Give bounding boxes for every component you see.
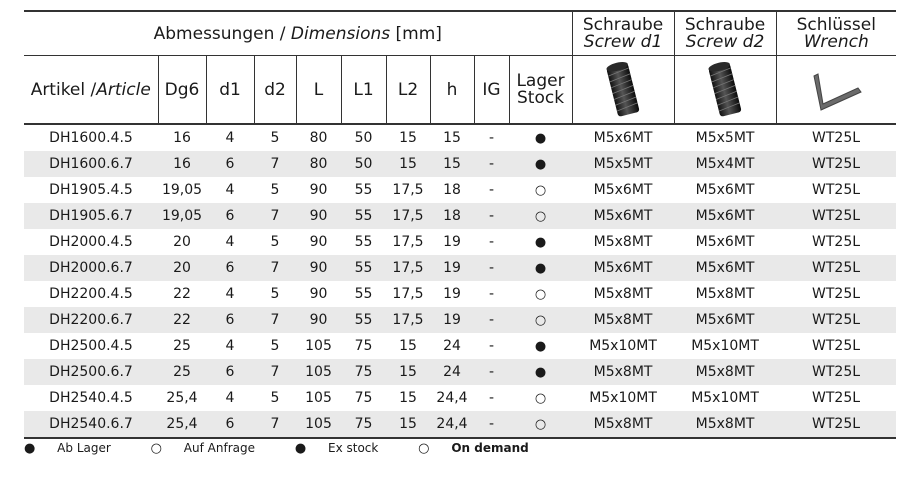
table-row	[24, 229, 896, 255]
legend-auf-anfrage: ○ Auf Anfrage	[150, 441, 255, 456]
cell-article: DH2540.6.7	[24, 411, 158, 438]
cell-d2: 5	[270, 286, 280, 302]
cell-l: 90	[309, 286, 328, 302]
cell-dg6: 22	[158, 307, 206, 333]
cell-l2: 17,5	[392, 182, 424, 198]
cell-l2: 17,5	[392, 234, 424, 250]
cell-article: DH2500.6.7	[24, 359, 158, 385]
cell-dg6: 25	[173, 338, 191, 354]
cell-ig: -	[474, 255, 509, 281]
table-row	[24, 281, 896, 307]
cell-screw-d2: M5x8MT	[674, 359, 776, 385]
cell-l: 90	[309, 234, 328, 250]
cell-l: 80	[309, 130, 328, 146]
dimensions-header: Abmessungen / Dimensions [mm]	[24, 11, 572, 56]
cell-screw-d1: M5x6MT	[593, 130, 653, 146]
cell-dg6: 16	[173, 130, 191, 146]
cell-l2: 15	[386, 411, 430, 438]
cell-d1: 4	[225, 286, 235, 302]
cell-ig: -	[488, 130, 495, 146]
cell-wrench: WT25L	[812, 130, 861, 146]
col-h-header: h	[430, 56, 474, 125]
cell-dg6: 25,4	[166, 390, 198, 406]
spec-table-body	[24, 124, 896, 438]
cell-dg6: 25	[158, 359, 206, 385]
cell-d2: 7	[254, 203, 296, 229]
cell-h: 24,4	[436, 390, 468, 406]
cell-d1: 4	[225, 182, 235, 198]
wrench-image	[776, 56, 896, 125]
cell-screw-d1: M5x6MT	[572, 255, 674, 281]
cell-screw-d1: M5x8MT	[572, 359, 674, 385]
table-row	[24, 385, 896, 411]
cell-article: DH1600.4.5	[49, 130, 133, 146]
cell-wrench: WT25L	[776, 255, 896, 281]
cell-d1: 4	[225, 130, 235, 146]
cell-l2: 17,5	[386, 255, 430, 281]
cell-h: 24	[430, 359, 474, 385]
cell-stock: ●	[509, 151, 572, 177]
cell-l2: 17,5	[386, 307, 430, 333]
spec-table	[24, 10, 896, 439]
screw-d2-header: Schraube Screw d2	[674, 11, 776, 56]
cell-stock: ●	[534, 338, 547, 354]
cell-d1: 6	[206, 411, 254, 438]
cell-l: 90	[296, 255, 341, 281]
cell-stock: ●	[509, 255, 572, 281]
cell-wrench: WT25L	[776, 307, 896, 333]
cell-h: 15	[430, 151, 474, 177]
col-ig-header: IG	[474, 56, 509, 125]
cell-h: 18	[443, 182, 461, 198]
cell-wrench: WT25L	[812, 390, 861, 406]
cell-stock: ○	[534, 182, 547, 198]
cell-d2: 5	[270, 234, 280, 250]
set-screw-icon	[707, 59, 743, 121]
cell-screw-d2: M5x6MT	[674, 203, 776, 229]
cell-l1: 75	[354, 390, 373, 406]
cell-h: 19	[443, 234, 461, 250]
cell-screw-d1: M5x8MT	[593, 286, 653, 302]
cell-l2: 17,5	[392, 286, 424, 302]
table-row	[24, 359, 896, 385]
cell-dg6: 22	[173, 286, 191, 302]
cell-stock: ○	[534, 390, 547, 406]
cell-l: 105	[296, 359, 341, 385]
cell-d1: 4	[225, 234, 235, 250]
cell-l: 90	[296, 307, 341, 333]
cell-screw-d2: M5x8MT	[674, 411, 776, 438]
cell-d1: 4	[225, 390, 235, 406]
cell-screw-d2: M5x6MT	[674, 307, 776, 333]
legend-ex-stock: ● Ex stock	[294, 441, 379, 456]
cell-stock: ○	[509, 203, 572, 229]
cell-l: 90	[296, 203, 341, 229]
hex-key-icon	[806, 68, 866, 112]
header-row-columns	[24, 56, 896, 125]
cell-ig: -	[474, 359, 509, 385]
cell-d1: 6	[206, 255, 254, 281]
cell-ig: -	[474, 411, 509, 438]
cell-l1: 75	[341, 411, 386, 438]
legend-on-demand: ○ On demand	[418, 441, 529, 456]
cell-d1: 6	[206, 151, 254, 177]
cell-dg6: 20	[158, 255, 206, 281]
spec-table-container	[24, 10, 896, 439]
cell-l1: 50	[354, 130, 373, 146]
cell-h: 24,4	[430, 411, 474, 438]
cell-wrench: WT25L	[812, 182, 861, 198]
cell-wrench: WT25L	[776, 359, 896, 385]
cell-wrench: WT25L	[812, 234, 861, 250]
cell-screw-d2: M5x10MT	[691, 390, 759, 406]
cell-d2: 5	[270, 130, 280, 146]
cell-h: 24	[443, 338, 461, 354]
table-row	[24, 124, 896, 151]
cell-dg6: 19,05	[158, 203, 206, 229]
cell-l1: 75	[341, 359, 386, 385]
cell-article: DH2200.4.5	[49, 286, 133, 302]
table-row	[24, 255, 896, 281]
cell-article: DH1905.4.5	[49, 182, 133, 198]
cell-article: DH1905.6.7	[24, 203, 158, 229]
cell-stock: ●	[509, 359, 572, 385]
cell-screw-d2: M5x5MT	[695, 130, 755, 146]
cell-article: DH2000.4.5	[49, 234, 133, 250]
table-row	[24, 411, 896, 438]
cell-ig: -	[474, 307, 509, 333]
col-l1-header: L1	[341, 56, 386, 125]
cell-article: DH1600.6.7	[24, 151, 158, 177]
cell-screw-d1: M5x10MT	[589, 338, 657, 354]
cell-h: 19	[430, 255, 474, 281]
cell-l: 105	[305, 338, 332, 354]
screw-d1-header: Schraube Screw d1	[572, 11, 674, 56]
cell-l1: 55	[354, 286, 373, 302]
cell-stock: ○	[509, 307, 572, 333]
cell-screw-d2: M5x8MT	[695, 286, 755, 302]
legend-ab-lager: ● Ab Lager	[24, 441, 111, 456]
set-screw-icon	[605, 59, 641, 121]
screw-d2-image	[674, 56, 776, 125]
col-d2-header: d2	[254, 56, 296, 125]
table-row	[24, 151, 896, 177]
cell-h: 19	[430, 307, 474, 333]
cell-d2: 7	[254, 151, 296, 177]
cell-screw-d2: M5x6MT	[674, 255, 776, 281]
cell-dg6: 16	[158, 151, 206, 177]
cell-d2: 5	[270, 338, 280, 354]
cell-h: 19	[443, 286, 461, 302]
col-l2-header: L2	[386, 56, 430, 125]
cell-l2: 15	[399, 338, 417, 354]
cell-screw-d2: M5x6MT	[695, 182, 755, 198]
cell-l1: 55	[341, 255, 386, 281]
cell-stock: ●	[534, 234, 547, 250]
cell-l2: 15	[399, 390, 417, 406]
cell-ig: -	[488, 390, 495, 406]
header-row-top	[24, 11, 896, 56]
cell-d2: 7	[254, 255, 296, 281]
cell-l: 90	[309, 182, 328, 198]
col-dg6-header: Dg6	[158, 56, 206, 125]
cell-l2: 17,5	[386, 203, 430, 229]
cell-ig: -	[488, 182, 495, 198]
col-l-header: L	[296, 56, 341, 125]
cell-l1: 75	[354, 338, 373, 354]
cell-l: 105	[305, 390, 332, 406]
cell-dg6: 20	[173, 234, 191, 250]
cell-d2: 7	[254, 411, 296, 438]
cell-d2: 5	[270, 182, 280, 198]
cell-d1: 6	[206, 359, 254, 385]
cell-l2: 15	[399, 130, 417, 146]
cell-screw-d1: M5x6MT	[572, 203, 674, 229]
cell-l1: 55	[354, 182, 373, 198]
cell-screw-d1: M5x5MT	[572, 151, 674, 177]
cell-wrench: WT25L	[812, 286, 861, 302]
cell-screw-d1: M5x6MT	[593, 182, 653, 198]
table-row	[24, 333, 896, 359]
cell-ig: -	[488, 338, 495, 354]
legend	[24, 441, 565, 456]
wrench-header: Schlüssel Wrench	[776, 11, 896, 56]
cell-stock: ○	[534, 286, 547, 302]
cell-d1: 6	[206, 203, 254, 229]
cell-wrench: WT25L	[776, 151, 896, 177]
cell-article: DH2500.4.5	[49, 338, 133, 354]
cell-dg6: 19,05	[161, 182, 203, 198]
cell-l2: 15	[386, 151, 430, 177]
cell-screw-d1: M5x8MT	[572, 307, 674, 333]
cell-ig: -	[474, 151, 509, 177]
cell-l1: 55	[341, 307, 386, 333]
cell-wrench: WT25L	[776, 411, 896, 438]
cell-h: 18	[430, 203, 474, 229]
cell-d2: 7	[254, 307, 296, 333]
cell-d2: 5	[270, 390, 280, 406]
cell-article: DH2540.4.5	[49, 390, 133, 406]
cell-l1: 55	[354, 234, 373, 250]
table-row	[24, 203, 896, 229]
cell-stock: ○	[509, 411, 572, 438]
table-row	[24, 177, 896, 203]
cell-l1: 55	[341, 203, 386, 229]
cell-l: 80	[296, 151, 341, 177]
stock-header: Lager Stock	[509, 56, 572, 125]
cell-screw-d2: M5x10MT	[691, 338, 759, 354]
cell-stock: ●	[534, 130, 547, 146]
article-header: Artikel /Article	[24, 56, 158, 125]
cell-l2: 15	[386, 359, 430, 385]
cell-d2: 7	[254, 359, 296, 385]
cell-d1: 4	[225, 338, 235, 354]
cell-d1: 6	[206, 307, 254, 333]
cell-dg6: 25,4	[158, 411, 206, 438]
cell-l1: 50	[341, 151, 386, 177]
table-row	[24, 307, 896, 333]
cell-screw-d1: M5x10MT	[589, 390, 657, 406]
cell-ig: -	[488, 286, 495, 302]
cell-article: DH2200.6.7	[24, 307, 158, 333]
cell-screw-d1: M5x8MT	[572, 411, 674, 438]
cell-screw-d2: M5x6MT	[695, 234, 755, 250]
screw-d1-image	[572, 56, 674, 125]
cell-article: DH2000.6.7	[24, 255, 158, 281]
cell-wrench: WT25L	[776, 203, 896, 229]
cell-ig: -	[488, 234, 495, 250]
cell-screw-d2: M5x4MT	[674, 151, 776, 177]
cell-l: 105	[296, 411, 341, 438]
col-d1-header: d1	[206, 56, 254, 125]
cell-screw-d1: M5x8MT	[593, 234, 653, 250]
cell-h: 15	[443, 130, 461, 146]
cell-ig: -	[474, 203, 509, 229]
cell-wrench: WT25L	[812, 338, 861, 354]
